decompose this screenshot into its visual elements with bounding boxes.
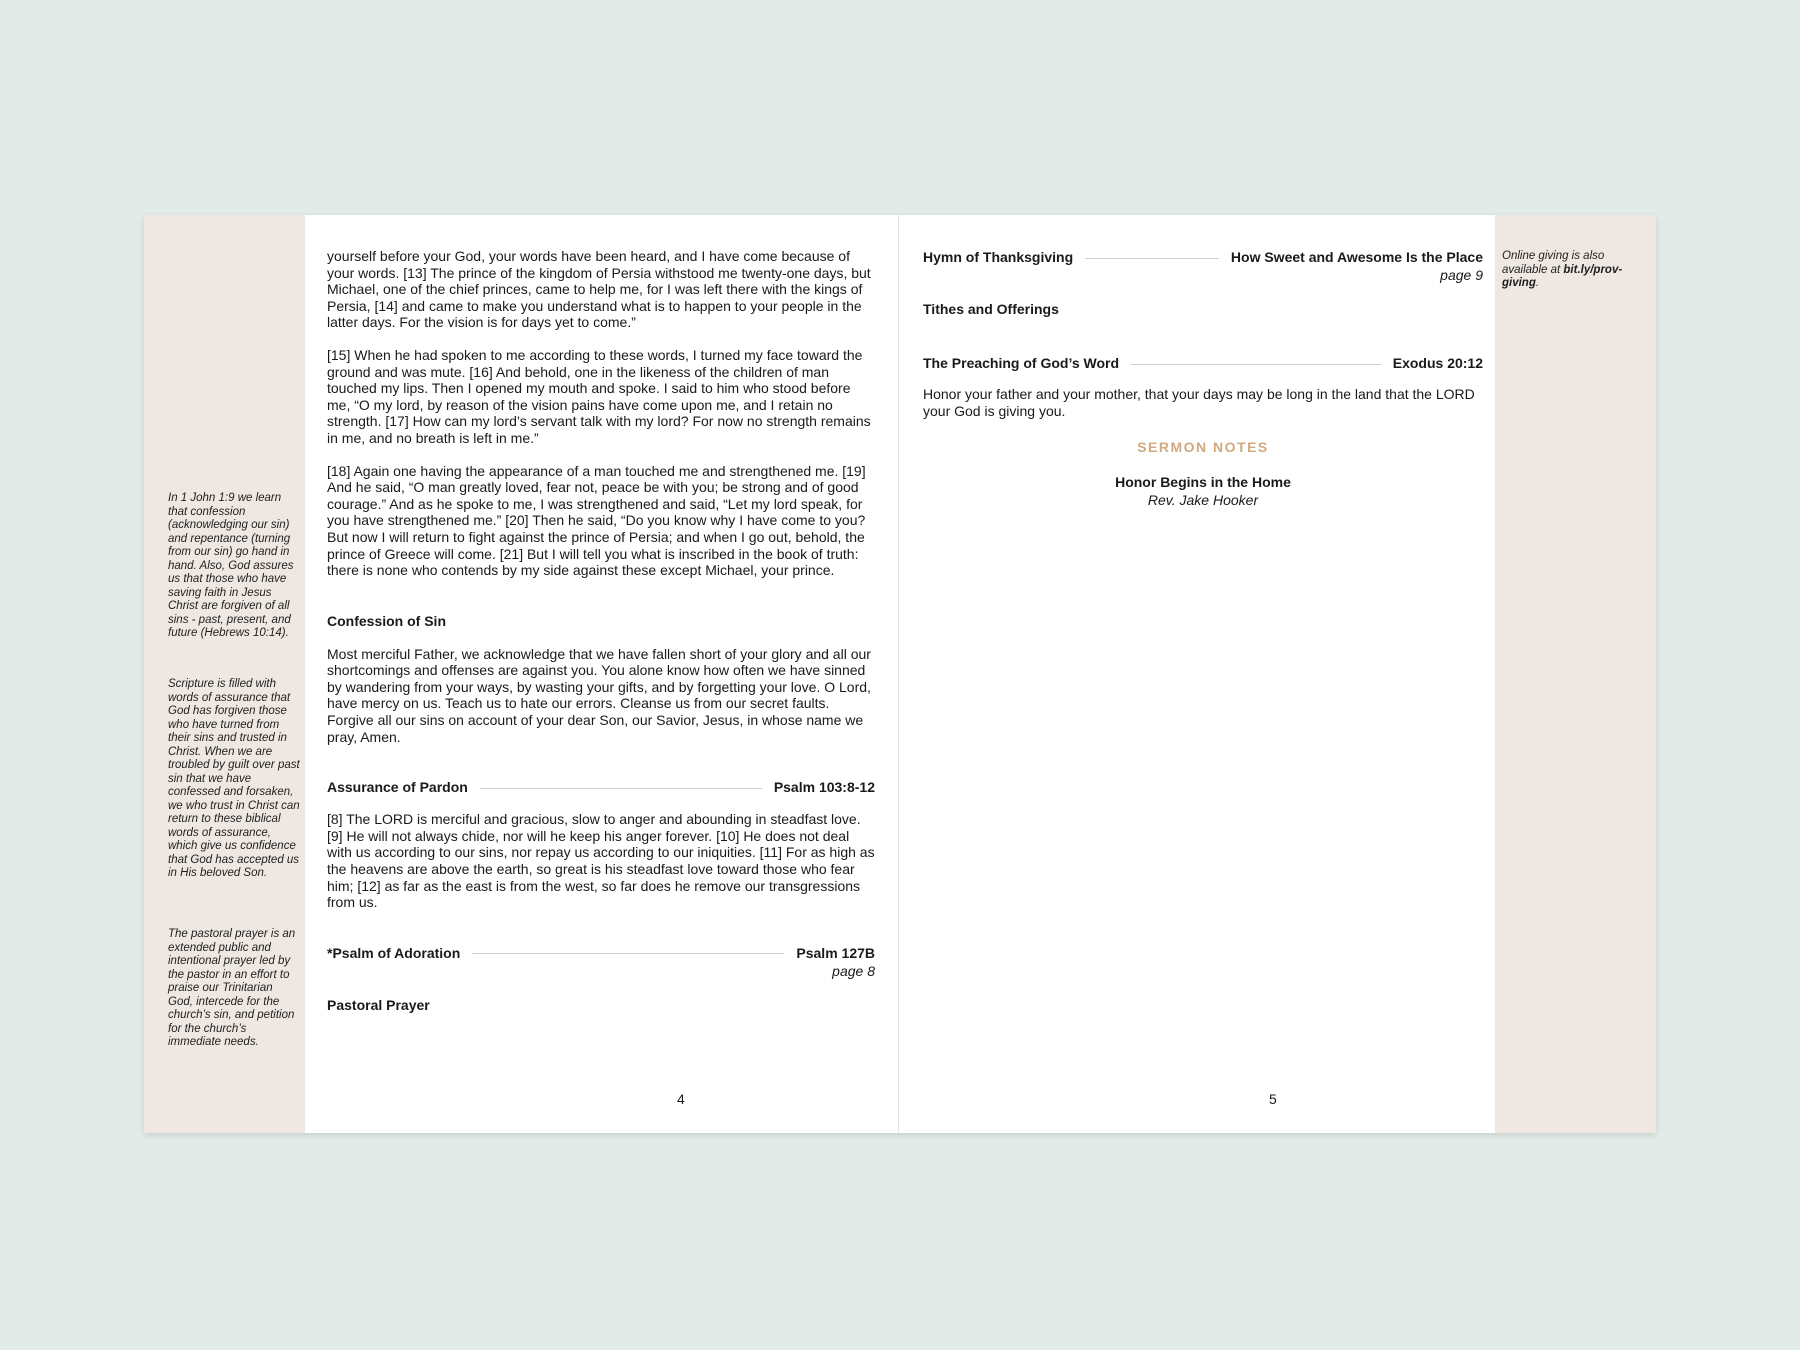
sermon-notes-heading: SERMON NOTES: [1137, 439, 1269, 456]
leader-rule: [1085, 258, 1219, 259]
bulletin-spread: [144, 215, 1656, 1133]
margin-note-assurance: Scripture is filled with words of assurance that God has forgiven those who have turned from their sins and trusted in Christ. When we are troubled by guilt over past sin that we have confessed and forsaken, we who trust in Christ can return to these biblical words of assurance, which give us confidence that God has accepted us in His beloved Son.: [168, 678, 300, 879]
psalm-label: *Psalm of Adoration: [327, 944, 461, 961]
psalm-row: [327, 944, 875, 962]
hymn-label: Hymn of Thanksgiving: [923, 249, 1074, 265]
confession-text: Most merciful Father, we acknowledge that we have fallen short of your glory and all our shortcomings and offenses are against you. You alone know how often we have sinned by wandering from your ways, by wasting your gifts, and by forgetting your love. O Lord, have mercy on us. Teach us to hate our errors. Cleanse us from our secret faults. Forgive all our sins on account of your dear Son, our Savior, Jesus, in whose name we pray, Amen.: [327, 645, 871, 745]
page-4: [305, 215, 899, 1133]
leader-rule: [480, 788, 762, 789]
scripture-paragraph: [18] Again one having the appearance of a man touched me and strengthened me. [19] And he said, “O man greatly loved, fear not, peace be with you; be strong and of good courage.” And as he spoke to me, I was strengthened and said, “Let my lord speak, for you have strengthened me.” [20] Then he said, “Do you know why I have come to you? But now I will return to fight against the prince of Persia; and when I go out, behold, the prince of Greece will come. [21] But I will tell you what is inscribed in the book of truth: there is none who contends by my side against these except Michael, your prince.: [327, 462, 866, 579]
psalm-page-ref: page 8: [832, 962, 875, 979]
pastoral-prayer-heading: Pastoral Prayer: [327, 996, 430, 1013]
right-margin-column: [1495, 215, 1656, 1133]
leader-rule: [472, 953, 784, 954]
hymn-row: [923, 248, 1483, 266]
leader-rule: [1131, 364, 1381, 365]
margin-note-confession: In 1 John 1:9 we learn that confession (acknowledging our sin) and repentance (turning from our sin) go hand in hand. Also, God assures us that those who have saving faith in Jesus Christ are forgiven of all sins - past, present, and future (Hebrews 10:14).: [168, 492, 294, 639]
confession-heading: Confession of Sin: [327, 612, 446, 629]
preacher-name: Rev. Jake Hooker: [1147, 492, 1259, 509]
sermon-title: Honor Begins in the Home: [1115, 474, 1291, 491]
preaching-reference: Exodus 20:12: [1392, 355, 1483, 371]
scripture-paragraph: yourself before your God, your words have been heard, and I have come because of your words. [13] The prince of the kingdom of Persia withstood me twenty-one days, but Michael, one of the chief princes, came to help me, for I was left there with the kings of Persia, [14] and came to make you understand what is to happen to your people in the latter days. For the vision is for days yet to come.”: [327, 248, 871, 331]
tithes-heading: Tithes and Offerings: [923, 301, 1059, 317]
preaching-row: [923, 354, 1483, 372]
psalm-reference: Psalm 127B: [796, 944, 875, 961]
giving-trail: .: [1535, 277, 1540, 289]
preaching-text: Honor your father and your mother, that your days may be long in the land that the LORD your God is giving you.: [923, 386, 1475, 419]
assurance-row: [327, 778, 875, 796]
preaching-label: The Preaching of God’s Word: [923, 355, 1120, 371]
page-number: 5: [1269, 1091, 1277, 1107]
giving-link[interactable]: bit.ly/prov-giving: [1502, 263, 1623, 289]
page-number: 4: [677, 1091, 685, 1107]
assurance-label: Assurance of Pardon: [327, 779, 468, 796]
hymn-page-ref: page 9: [1440, 267, 1483, 283]
page-5: [899, 215, 1495, 1133]
assurance-reference: Psalm 103:8-12: [773, 779, 875, 796]
hymn-title: How Sweet and Awesome Is the Place: [1230, 249, 1483, 265]
margin-note-online-giving: [1502, 250, 1650, 291]
margin-note-pastoral-prayer: The pastoral prayer is an extended public and intentional prayer led by the pastor in an effort to praise our Trinitarian God, intercede for the church’s sin, and petition for the church’s immediate needs.: [168, 928, 296, 1048]
page-4-content: [327, 248, 875, 1014]
online-giving-text: Online giving is also available at: [1502, 250, 1605, 276]
assurance-text: [8] The LORD is merciful and gracious, slow to anger and abounding in steadfast love. [9] He will not always chide, nor will he keep his anger forever. [10] He does not deal with us according to our sins, nor repay us according to our iniquities. [11] For as high as the heavens are above the earth, so great is his steadfast love toward those who fear him; [12] as far as the east is from the west, so far does he remove our transgressions from us.: [327, 811, 875, 911]
page-5-content: [923, 248, 1483, 509]
scripture-paragraph: [15] When he had spoken to me according to these words, I turned my face toward the ground and was mute. [16] And behold, one in the likeness of the children of man touched my lips. Then I opened my mouth and spoke. I said to him who stood before me, “O my lord, by reason of the vision pains have come upon me, and I retain no strength. [17] How can my lord’s servant talk with my lord? For now no strength remains in me, and no breath is left in me.”: [327, 346, 871, 446]
left-margin-column: [144, 215, 305, 1133]
